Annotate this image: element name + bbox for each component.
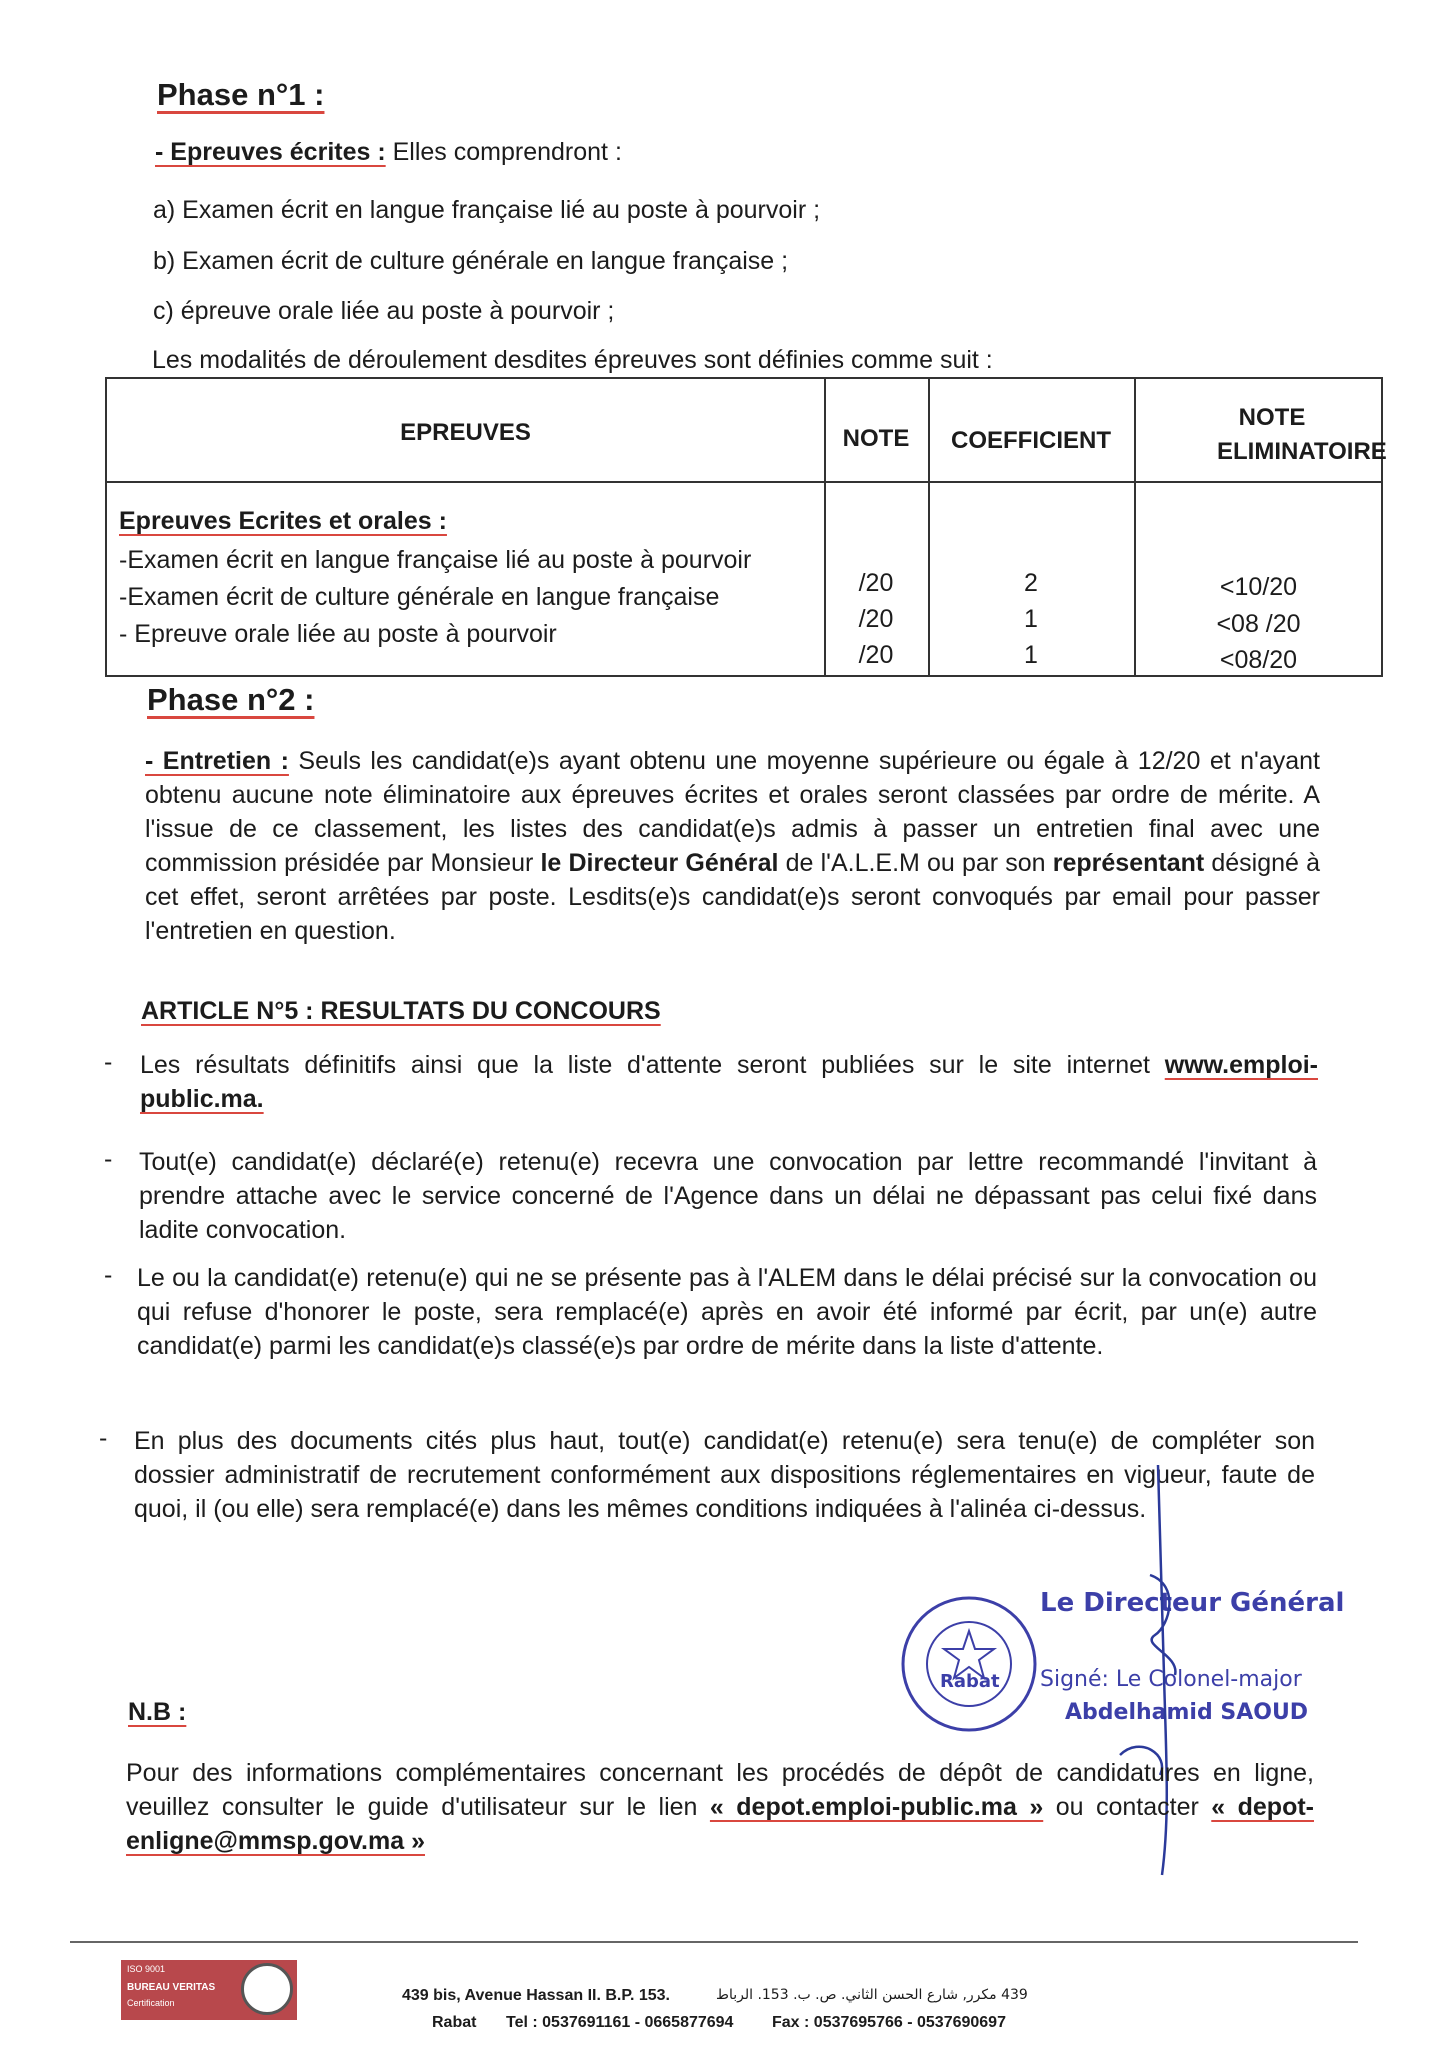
article5-bullet-1 <box>140 1048 1318 1116</box>
nb-paragraph <box>126 1756 1314 1858</box>
footer-city: Rabat <box>432 2014 477 2031</box>
phase2-paragraph <box>145 744 1320 948</box>
row-epreuve-3: - Epreuve orale liée au poste à pourvoir <box>119 620 557 648</box>
phase2-text-2: de l'A.L.E.M ou par son <box>778 849 1053 877</box>
article5-bullet-3: Le ou la candidat(e) retenu(e) qui ne se présente pas à l'ALEM dans le délai précisé sur la convocation ou qui refuse d'honorer le poste, sera remplacé(e) après en avoir été informé par écrit, par un(e) autre candidat(e) parmi les candidat(e)s classé(e)s par ordre de mérite dans la liste d'attente. <box>137 1264 1317 1360</box>
nb-title: N.B : <box>128 1698 187 1726</box>
footer-fax: Fax : 0537695766 - 0537690697 <box>772 2014 1006 2031</box>
row-coef-1: 2 <box>1024 569 1038 597</box>
signature-title: Le Directeur Général <box>1040 1588 1345 1618</box>
signature-name: Abdelhamid SAOUD <box>1065 1700 1309 1725</box>
row-coef-2: 1 <box>1024 605 1038 633</box>
stamp-city: Rabat <box>940 1671 1000 1692</box>
footer-tel: Tel : 0537691161 - 0665877694 <box>506 2014 734 2031</box>
depot-email-link[interactable]: « depot-enligne@mmsp.gov.ma » <box>126 1793 1314 1855</box>
header-epreuves: EPREUVES <box>400 419 531 446</box>
header-coefficient: COEFFICIENT <box>951 427 1111 454</box>
header-note: NOTE <box>842 425 910 452</box>
veritas-seal-icon <box>241 1963 293 2015</box>
epreuves-ecrites-text: Elles comprendront : <box>385 138 622 166</box>
epreuves-ecrites-line <box>155 138 622 167</box>
row-note-2: /20 <box>858 605 894 633</box>
phase2-title: Phase n°2 : <box>147 682 315 717</box>
nb-text-1: Pour des informations complémentaires concernant les procédés de dépôt de candidatures en ligne, veuillez consulter le guide d'utilisateur sur le lien <box>126 1759 1314 1821</box>
phase1-item-c: c) épreuve orale liée au poste à pourvoir ; <box>153 297 615 325</box>
epreuves-table <box>105 377 1387 677</box>
row-epreuve-1: -Examen écrit en langue française lié au poste à pourvoir <box>119 546 752 574</box>
modalites-text: Les modalités de déroulement desdites épreuves sont définies comme suit : <box>152 346 993 374</box>
article5-title: ARTICLE N°5 : RESULTATS DU CONCOURS <box>141 997 661 1025</box>
phase1-item-b: b) Examen écrit de culture générale en langue française ; <box>153 247 789 275</box>
row-elim-3: <08/20 <box>1219 646 1298 674</box>
phase2-bold-representant: représentant <box>1052 849 1205 877</box>
row-epreuve-2: -Examen écrit de culture générale en langue française <box>119 583 720 611</box>
group-title: Epreuves Ecrites et orales : <box>119 507 447 535</box>
phase2-bold-directeur: le Directeur Général <box>540 849 779 877</box>
phase2-text-1: Seuls les candidat(e)s ayant obtenu une moyenne supérieure ou égale à 12/20 et n'ayant obtenu aucune note éliminatoire aux épreuves écrites et orales seront classées par ordre de mérite. A l'issue de ce classement, les listes des candidat(e)s admis à passer un entretien final avec une commission présidée par Monsieur <box>145 747 1320 877</box>
entretien-label: - Entretien : <box>145 747 289 775</box>
footer-address-ar: 439 مكرر, شارع الحسن الثاني. ص. ب. 153. الرباط <box>716 1987 1028 2003</box>
bullet-dash: - <box>99 1424 108 1452</box>
depot-emploi-link[interactable]: « depot.emploi-public.ma » <box>709 1793 1044 1821</box>
phase1-title: Phase n°1 : <box>157 77 325 112</box>
row-coef-3: 1 <box>1024 641 1038 669</box>
footer-address-fr: 439 bis, Avenue Hassan II. B.P. 153. <box>402 1987 670 2004</box>
header-note-eliminatoire: NOTE ELIMINATOIRE <box>1217 404 1387 465</box>
bullet-dash: - <box>104 1145 113 1173</box>
phase2-text-3: désigné à cet effet, seront arrêtées par poste. Lesdits(e)s candidat(e)s seront convoqués par email pour passer l'entretien en question. <box>145 849 1320 945</box>
article5-bullet-2: Tout(e) candidat(e) déclaré(e) retenu(e) recevra une convocation par lettre recommandé l'invitant à prendre attache avec le service concerné de l'Agence dans un délai ne dépassant pas celui fixé dans ladite convocation. <box>139 1148 1317 1244</box>
epreuves-ecrites-label: - Epreuves écrites : <box>155 138 386 166</box>
bureau-veritas-logo: ISO 9001 BUREAU VERITAS Certification <box>121 1960 297 2020</box>
bullet1-text: Les résultats définitifs ainsi que la liste d'attente seront publiées sur le site internet <box>140 1051 1165 1079</box>
signature-signed: Signé: Le Colonel-major <box>1040 1667 1302 1692</box>
phase1-item-a: a) Examen écrit en langue française lié au poste à pourvoir ; <box>153 196 821 224</box>
row-elim-1: <10/20 <box>1219 573 1298 601</box>
footer-divider <box>70 1941 1358 1943</box>
row-note-3: /20 <box>858 641 894 669</box>
nb-text-2: ou contacter <box>1043 1793 1212 1821</box>
bullet-dash: - <box>104 1048 113 1076</box>
bullet-dash: - <box>104 1261 113 1289</box>
row-note-1: /20 <box>858 569 894 597</box>
emploi-public-link[interactable]: www.emploi-public.ma. <box>140 1051 1318 1113</box>
article5-bullet-4: En plus des documents cités plus haut, tout(e) candidat(e) retenu(e) sera tenu(e) de compléter son dossier administratif de recrutement conformément aux dispositions réglementaires en vigueur, faute de quoi, il (ou elle) sera remplacé(e) dans les mêmes conditions indiquées à l'alinéa ci-dessus. <box>134 1427 1315 1523</box>
row-elim-2: <08 /20 <box>1216 610 1301 638</box>
official-stamp <box>898 1593 1040 1735</box>
